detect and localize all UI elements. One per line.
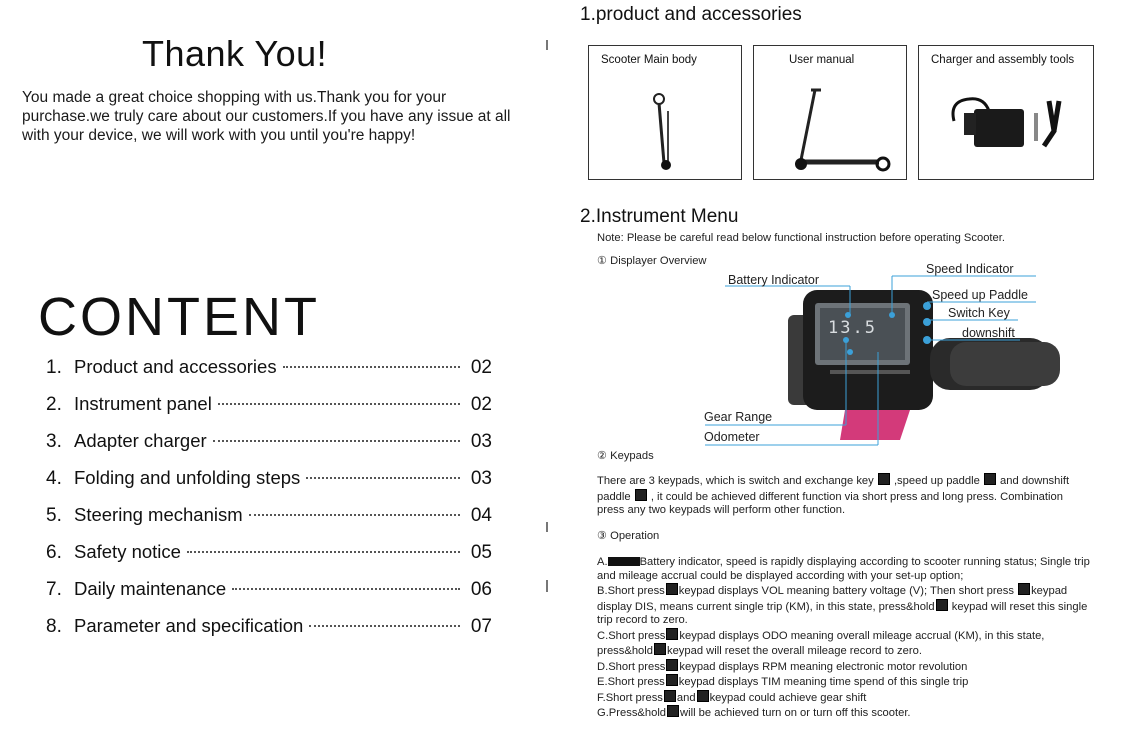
accessory-card-main-body bbox=[588, 45, 742, 180]
toc-leader bbox=[283, 366, 460, 368]
speed-up-key-icon bbox=[664, 690, 676, 702]
instrument-diagram bbox=[700, 260, 1100, 455]
speed-up-key-icon bbox=[1018, 583, 1030, 595]
display-overview-heading: ① Displayer Overview bbox=[597, 255, 707, 267]
operation-list bbox=[597, 556, 1092, 721]
content-title: CONTENT bbox=[38, 287, 320, 347]
toc-title: Safety notice bbox=[74, 541, 181, 562]
callout-gear-range: Gear Range bbox=[704, 410, 773, 424]
toc-item-1[interactable]: 1. Product and accessories 02 bbox=[46, 356, 492, 378]
toc-item-8[interactable]: 8. Parameter and specification 07 bbox=[46, 615, 492, 637]
callout-downshift: downshift bbox=[962, 326, 1015, 340]
toc-item-4[interactable]: 4. Folding and unfolding steps 03 bbox=[46, 467, 492, 489]
keypads-paragraph: There are 3 keypads, which is switch and exchange key ,speed up paddle and downshift paddle , it could be achieved different function via short press and long press. Combination press any two keypads will perform other function. bbox=[597, 475, 1070, 516]
toc-item-3[interactable]: 3. Adapter charger 03 bbox=[46, 430, 492, 452]
operation-item-f: F.Short press and keypad could achieve gear shift bbox=[597, 691, 867, 704]
switch-key-icon bbox=[654, 643, 666, 655]
operation-item-d: D.Short press keypad displays RPM meaning electronic motor revolution bbox=[597, 660, 968, 673]
toc-page: 02 bbox=[470, 394, 492, 415]
section1-title: 1.product and accessories bbox=[580, 4, 802, 25]
switch-key-icon bbox=[666, 583, 678, 595]
charger-icon bbox=[944, 91, 1074, 161]
toc-title: Adapter charger bbox=[74, 430, 207, 451]
toc-page: 06 bbox=[470, 579, 492, 600]
toc-page: 04 bbox=[470, 505, 492, 526]
lcd-readout: 13.5 bbox=[828, 318, 877, 338]
scooter-unfolded-icon bbox=[789, 84, 899, 176]
toc-title: Daily maintenance bbox=[74, 578, 227, 599]
toc-leader bbox=[213, 440, 460, 442]
toc-item-6[interactable]: 6. Safety notice 05 bbox=[46, 541, 492, 563]
toc-leader bbox=[249, 514, 460, 516]
operation-item-c: C.Short press keypad displays ODO meaning overall mileage accrual (KM), in this state, press&hold keypad will reset the overall mileage record to zero. bbox=[597, 629, 1045, 657]
switch-key-icon bbox=[878, 473, 890, 485]
left-page bbox=[0, 0, 560, 754]
speed-up-key-icon bbox=[936, 599, 948, 611]
toc-item-2[interactable]: 2. Instrument panel 02 bbox=[46, 393, 492, 415]
operation-item-b: B.Short press keypad displays VOL meaning battery voltage (V); Then short press keypad display DIS, means current single trip (KM), in this state, press&hold keypad will reset this single trip record to zero. bbox=[597, 585, 1088, 626]
downshift-key-icon bbox=[635, 489, 647, 501]
toc-title: Steering mechanism bbox=[74, 504, 243, 525]
toc-page: 02 bbox=[470, 357, 492, 378]
accessory-label: User manual bbox=[789, 54, 855, 66]
switch-key-icon bbox=[667, 705, 679, 717]
speed-up-key-icon bbox=[984, 473, 996, 485]
toc-leader bbox=[309, 625, 460, 627]
accessory-card-manual bbox=[753, 45, 907, 180]
toc-item-7[interactable]: 7. Daily maintenance 06 bbox=[46, 578, 492, 600]
toc-title: Folding and unfolding steps bbox=[74, 467, 301, 488]
operation-heading: ③ Operation bbox=[597, 530, 660, 542]
switch-key-icon bbox=[666, 659, 678, 671]
battery-icon bbox=[608, 557, 640, 566]
callout-speed-up: Speed up Paddle bbox=[932, 288, 1028, 302]
thank-you-title: Thank You! bbox=[142, 33, 328, 74]
instrument-illustration bbox=[700, 260, 1100, 455]
toc-page: 07 bbox=[470, 616, 492, 637]
toc-page: 05 bbox=[470, 542, 492, 563]
keypads-heading: ② Keypads bbox=[597, 450, 654, 462]
toc-page: 03 bbox=[470, 468, 492, 489]
toc-title: Product and accessories bbox=[74, 356, 277, 377]
downshift-key-icon bbox=[697, 690, 709, 702]
toc-page: 03 bbox=[470, 431, 492, 452]
toc-title: Parameter and specification bbox=[74, 615, 304, 636]
right-page bbox=[560, 0, 1127, 754]
switch-key-icon bbox=[666, 674, 678, 686]
callout-speed-indicator: Speed Indicator bbox=[926, 262, 1014, 276]
accessory-label: Scooter Main body bbox=[601, 54, 697, 66]
toc-item-5[interactable]: 5. Steering mechanism 04 bbox=[46, 504, 492, 526]
section2-title: 2.Instrument Menu bbox=[580, 206, 739, 227]
operation-item-g: G.Press&hold will be achieved turn on or turn off this scooter. bbox=[597, 707, 911, 719]
callout-odometer: Odometer bbox=[704, 430, 760, 444]
accessory-label: Charger and assembly tools bbox=[931, 54, 1075, 66]
note-text: Note: Please be careful read below functional instruction before operating Scooter. bbox=[597, 232, 1005, 244]
accessory-card-charger bbox=[918, 45, 1094, 180]
scooter-folded-icon bbox=[644, 91, 694, 171]
switch-key-icon bbox=[666, 628, 678, 640]
callout-battery: Battery Indicator bbox=[728, 273, 820, 287]
intro-paragraph: You made a great choice shopping with us.Thank you for your purchase.we truly care about our customers.If you have any issue at all with your device, we will work with you until you're happy! bbox=[22, 89, 511, 144]
toc-title: Instrument panel bbox=[74, 393, 212, 414]
callout-switch-key: Switch Key bbox=[948, 306, 1010, 320]
operation-item-e: E.Short press keypad displays TIM meaning time spend of this single trip bbox=[597, 676, 969, 688]
toc-leader bbox=[218, 403, 460, 405]
operation-item-a: A. Battery indicator, speed is rapidly displaying according to scooter running status; Single trip and mileage accrual could be displayed according with your set-up option; bbox=[597, 556, 1090, 582]
toc-leader bbox=[306, 477, 460, 479]
gutter-mark bbox=[546, 522, 548, 532]
gutter-mark bbox=[546, 580, 548, 592]
gutter-mark bbox=[546, 40, 548, 50]
toc-leader bbox=[232, 588, 460, 590]
toc-leader bbox=[187, 551, 460, 553]
